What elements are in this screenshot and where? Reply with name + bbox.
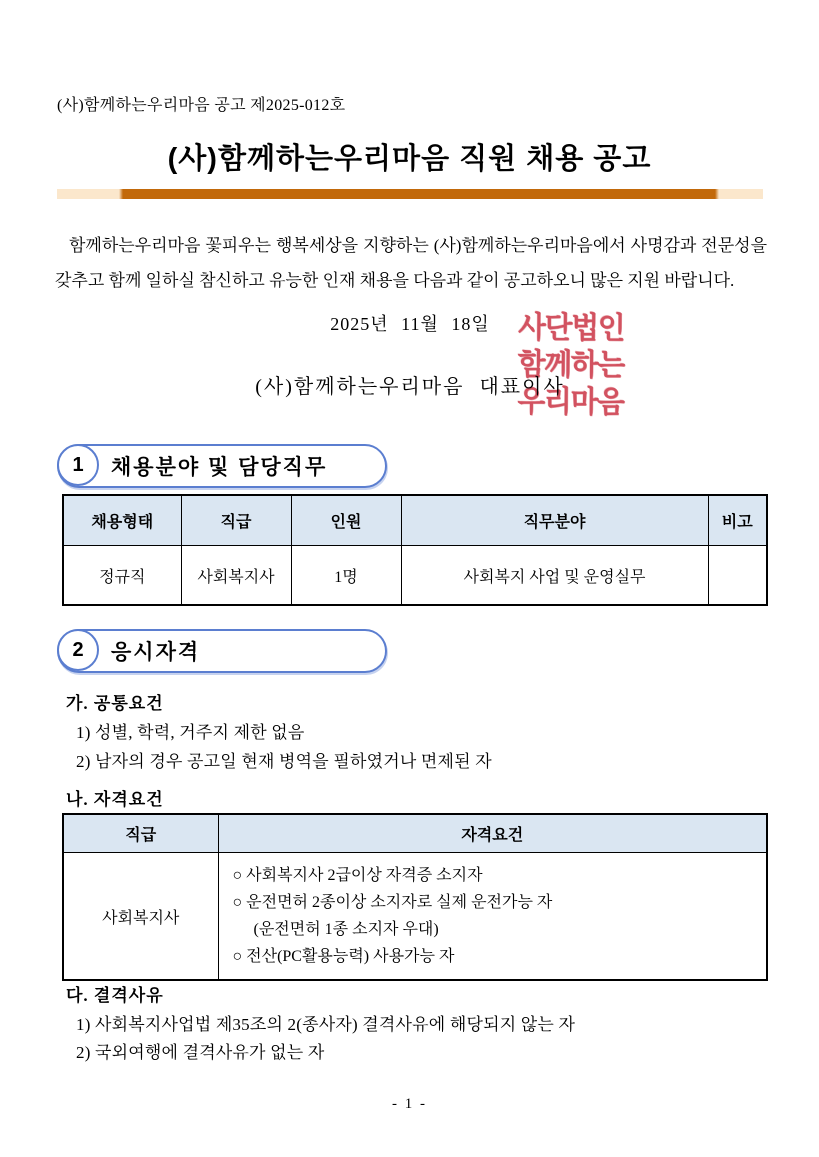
list-item: 2) 남자의 경우 공고일 현재 병역을 필하였거나 면제된 자 — [76, 752, 492, 771]
table-row — [63, 546, 767, 606]
table-row — [63, 853, 767, 981]
subsection-label-requirements: 나. 자격요건 — [66, 790, 164, 809]
col-header-position: 직급 — [181, 495, 291, 546]
col-header-headcount: 인원 — [291, 495, 401, 546]
intro-paragraph: 함께하는우리마음 꽃피우는 행복세상을 지향하는 (사)함께하는우리마음에서 사명감과 전문성을 갖추고 함께 일하실 참신하고 유능한 인재 채용을 다음과 같이 공고하오니 많은 지원 바랍니다. — [55, 236, 767, 290]
requirements-table — [62, 813, 768, 981]
cell-duty: 사회복지 사업 및 운영실무 — [401, 546, 708, 606]
cell-remarks — [708, 546, 767, 606]
list-item: 1) 사회복지사업법 제35조의 2(종사자) 결격사유에 해당되지 않는 자 — [76, 1015, 576, 1034]
requirement-item-note: (운전면허 1종 소지자 우대) — [253, 921, 439, 938]
list-item: 1) 성별, 학력, 거주지 제한 없음 — [76, 723, 305, 742]
announcement-date: 2025년 11월 18일 — [330, 314, 490, 334]
col-header-employment-type: 채용형태 — [63, 495, 181, 546]
seal-text-line: 함께하는 — [517, 347, 625, 382]
seal-text-line: 사단법인 — [518, 310, 625, 345]
table-header-row — [63, 495, 767, 546]
page-number: - 1 - — [392, 1096, 427, 1112]
section-header-eligibility — [57, 629, 387, 673]
requirement-item: ○ 운전면허 2종이상 소지자로 실제 운전가능 자 — [232, 894, 553, 911]
section-title: 채용분야 및 담당직무 — [111, 456, 328, 479]
section-title: 응시자격 — [111, 641, 201, 664]
col-header-position: 직급 — [63, 814, 218, 853]
cell-position: 사회복지사 — [181, 546, 291, 606]
col-header-requirements: 자격요건 — [218, 814, 767, 853]
subsection-label-disqualification: 다. 결격사유 — [66, 986, 164, 1005]
section-number-badge: 1 — [57, 444, 99, 486]
corporate-seal-stamp — [518, 311, 625, 420]
title-accent-bar — [57, 189, 763, 199]
col-header-remarks: 비고 — [708, 495, 767, 546]
section-header-recruit-field — [57, 444, 387, 488]
section-number-badge: 2 — [57, 629, 99, 671]
requirement-item: ○ 사회복지사 2급이상 자격증 소지자 — [232, 867, 483, 884]
cell-headcount: 1명 — [291, 546, 401, 606]
col-header-duty: 직무분야 — [401, 495, 708, 546]
table-header-row — [63, 814, 767, 853]
notice-number: (사)함께하는우리마음 공고 제2025-012호 — [57, 97, 346, 114]
cell-employment-type: 정규직 — [63, 546, 181, 606]
cell-requirement-details — [218, 853, 767, 981]
document-title: (사)함께하는우리마음 직원 채용 공고 — [167, 143, 652, 175]
cell-position: 사회복지사 — [63, 853, 218, 981]
recruit-field-table — [62, 494, 768, 606]
requirement-item: ○ 전산(PC활용능력) 사용가능 자 — [232, 948, 455, 965]
subsection-label-common: 가. 공통요건 — [66, 694, 164, 713]
signer-name: (사)함께하는우리마음 대표이사 — [255, 376, 565, 398]
seal-text-line: 우리마음 — [517, 384, 624, 419]
list-item: 2) 국외여행에 결격사유가 없는 자 — [76, 1043, 325, 1062]
